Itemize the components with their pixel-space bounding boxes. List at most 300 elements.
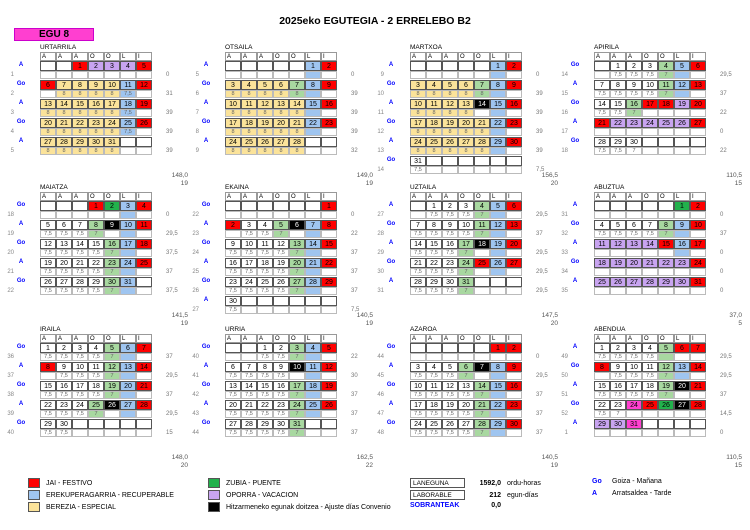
hours-cell: 7,5 — [56, 268, 72, 276]
week-sum: 29,5 — [720, 354, 732, 360]
day-cell: 18 — [594, 258, 610, 268]
hours-cell — [136, 230, 152, 238]
hours-cell: 7 — [458, 249, 474, 257]
hours-cell — [642, 410, 658, 418]
day-cell — [442, 343, 458, 353]
day-cell: 4 — [136, 201, 152, 211]
week-sum: 37 — [351, 250, 358, 256]
hours-cell — [136, 391, 152, 399]
day-cell: 27 — [273, 137, 289, 147]
day-cell: 31 — [458, 277, 474, 287]
weekday-label: A — [56, 334, 72, 343]
hours-cell — [273, 306, 289, 314]
day-cell: 30 — [626, 137, 642, 147]
day-cell: 11 — [120, 80, 136, 90]
hours-cell: 7 — [474, 391, 490, 399]
day-cell: 21 — [241, 400, 257, 410]
day-cell: 28 — [690, 400, 706, 410]
month-name: IRAILA — [40, 326, 61, 333]
hours-cell — [642, 429, 658, 437]
day-cell — [458, 61, 474, 71]
day-cell: 20 — [120, 381, 136, 391]
day-cell: 14 — [410, 239, 426, 249]
hours-cell — [674, 147, 690, 155]
hours-cell: 7,5 — [594, 391, 610, 399]
shift-tag: Go — [16, 344, 26, 350]
shift-tag: Go — [386, 259, 396, 265]
day-cell: 4 — [474, 201, 490, 211]
hours-cell: 7,5 — [257, 391, 273, 399]
hours-cell — [136, 410, 152, 418]
day-cell — [490, 156, 506, 166]
hours-cell — [104, 230, 120, 238]
legend-zub — [208, 478, 281, 488]
week-sum: 37 — [536, 392, 543, 398]
hours-cell — [490, 353, 506, 361]
shift-tag: Go — [16, 202, 26, 208]
weekday-header — [40, 192, 152, 201]
hours-cell: 7 — [289, 391, 305, 399]
weekday-label: A — [257, 334, 273, 343]
hours-cell: 8 — [241, 147, 257, 155]
shift-tag: A — [572, 278, 578, 284]
shift-tag: Go — [201, 202, 211, 208]
day-cell — [594, 201, 610, 211]
weekday-label: A — [72, 334, 88, 343]
weekday-label: A — [610, 334, 626, 343]
hours-cell — [458, 166, 474, 174]
day-cell: 28 — [289, 137, 305, 147]
hours-cell — [88, 211, 104, 219]
hours-cell — [321, 391, 337, 399]
day-cell: 18 — [136, 239, 152, 249]
week-number: 3 — [10, 110, 14, 116]
week-number: 35 — [561, 288, 568, 294]
month-total-days: 20 — [180, 462, 188, 469]
laneguna-unit: ordu-horas — [507, 479, 541, 487]
day-cell: 14 — [241, 381, 257, 391]
week-number: 14 — [377, 167, 384, 173]
hours-cell: 7,5 — [410, 391, 426, 399]
hours-cell: 8 — [225, 147, 241, 155]
hours-cell: 7,5 — [426, 230, 442, 238]
hours-cell: 7,5 — [56, 391, 72, 399]
hours-cell: 7,5 — [40, 391, 56, 399]
hours-cell — [506, 109, 522, 117]
hours-cell — [690, 353, 706, 361]
hours-cell: 7,5 — [225, 372, 241, 380]
week-number: 18 — [561, 148, 568, 154]
weekday-header — [410, 52, 522, 61]
hours-cell: 7,5 — [442, 287, 458, 295]
hours-cell — [410, 71, 426, 79]
day-cell: 16 — [442, 239, 458, 249]
month-total-days: 22 — [365, 462, 373, 469]
hours-cell: 8 — [104, 90, 120, 98]
week-number: 43 — [192, 411, 199, 417]
weekday-label: L — [305, 192, 321, 201]
month-total-hours: 110,5 — [726, 454, 742, 461]
hours-cell — [642, 249, 658, 257]
day-cell: 25 — [426, 419, 442, 429]
hours-cell: 7,5 — [56, 429, 72, 437]
day-cell: 22 — [594, 400, 610, 410]
hours-cell — [241, 353, 257, 361]
shift-tag: A — [572, 420, 578, 426]
hours-cell — [321, 230, 337, 238]
hours-cell: 7 — [658, 230, 674, 238]
day-cell: 21 — [642, 258, 658, 268]
day-cell: 18 — [88, 381, 104, 391]
hours-cell — [72, 71, 88, 79]
day-cell: 24 — [642, 118, 658, 128]
hours-cell: 8 — [72, 147, 88, 155]
day-cell — [136, 277, 152, 287]
week-number: 23 — [192, 231, 199, 237]
day-cell: 31 — [120, 277, 136, 287]
day-cell: 17 — [289, 381, 305, 391]
shift-tag: Go — [16, 420, 26, 426]
shift-tag: Go — [386, 420, 396, 426]
hours-cell — [442, 71, 458, 79]
hours-cell: 7,5 — [626, 230, 642, 238]
hours-cell: 7,5 — [72, 249, 88, 257]
day-cell — [120, 419, 136, 429]
day-cell — [225, 61, 241, 71]
weekday-label: A — [594, 192, 610, 201]
weekday-label: O — [104, 192, 120, 201]
week-number: 11 — [377, 110, 384, 116]
week-number: 45 — [377, 373, 384, 379]
hours-cell — [690, 429, 706, 437]
day-cell: 17 — [410, 118, 426, 128]
shift-tag: Go — [570, 100, 580, 106]
hours-cell — [120, 287, 136, 295]
week-number: 22 — [7, 288, 14, 294]
day-cell: 5 — [136, 61, 152, 71]
day-cell: 5 — [442, 362, 458, 372]
hours-cell: 7,5 — [72, 353, 88, 361]
day-cell: 4 — [426, 362, 442, 372]
hours-cell — [305, 249, 321, 257]
week-number: 16 — [561, 110, 568, 116]
hours-cell: 7,5 — [241, 429, 257, 437]
day-cell: 31 — [690, 277, 706, 287]
hours-cell — [426, 353, 442, 361]
week-number: 14 — [561, 72, 568, 78]
day-cell: 23 — [626, 118, 642, 128]
day-cell: 22 — [257, 400, 273, 410]
day-cell: 23 — [321, 118, 337, 128]
month-name: MAIATZA — [40, 184, 68, 191]
legend-a — [592, 490, 671, 497]
day-cell: 9 — [506, 362, 522, 372]
month-name: URTARRILA — [40, 44, 77, 51]
hours-cell — [658, 353, 674, 361]
weekday-label: O — [458, 334, 474, 343]
shift-tag: Go — [201, 81, 211, 87]
weekday-label: A — [442, 52, 458, 61]
day-cell — [56, 61, 72, 71]
hours-cell — [490, 372, 506, 380]
day-cell: 3 — [104, 61, 120, 71]
day-cell: 14 — [474, 99, 490, 109]
day-cell: 2 — [56, 343, 72, 353]
weekday-label: L — [674, 52, 690, 61]
day-cell: 3 — [626, 343, 642, 353]
day-cell: 13 — [273, 99, 289, 109]
day-cell: 18 — [257, 258, 273, 268]
hours-cell: 7,5 — [120, 90, 136, 98]
hours-cell: 7,5 — [626, 353, 642, 361]
hours-cell: 7,5 — [88, 268, 104, 276]
hours-cell: 8 — [426, 109, 442, 117]
hours-cell — [104, 71, 120, 79]
day-cell: 30 — [674, 277, 690, 287]
week-sum: 37 — [351, 269, 358, 275]
day-cell — [474, 343, 490, 353]
day-cell: 18 — [120, 99, 136, 109]
hours-cell: 7,5 — [241, 287, 257, 295]
week-sum: 0 — [166, 212, 170, 218]
shift-tag: Go — [570, 221, 580, 227]
hours-cell: 7,5 — [594, 147, 610, 155]
hours-cell — [506, 166, 522, 174]
shift-tag: Go — [386, 382, 396, 388]
hours-cell: 7,5 — [40, 353, 56, 361]
hours-cell — [305, 306, 321, 314]
week-sum: 37 — [351, 430, 358, 436]
hours-cell — [674, 391, 690, 399]
day-cell: 23 — [225, 277, 241, 287]
weekday-header — [40, 52, 152, 61]
week-number: 44 — [192, 430, 199, 436]
shift-tag: A — [203, 363, 209, 369]
day-cell: 14 — [642, 239, 658, 249]
day-cell: 1 — [88, 201, 104, 211]
day-cell: 29 — [257, 419, 273, 429]
shift-tag: Go — [16, 278, 26, 284]
day-cell: 6 — [40, 80, 56, 90]
shift-tag: A — [388, 62, 394, 68]
shift-tag: A — [18, 62, 24, 68]
hours-cell: 7,5 — [241, 391, 257, 399]
shift-tag: Go — [386, 221, 396, 227]
week-sum: 37 — [166, 354, 173, 360]
shift-tag: A — [388, 138, 394, 144]
hours-cell: 7,5 — [257, 287, 273, 295]
hours-cell: 7,5 — [426, 391, 442, 399]
day-cell: 6 — [289, 220, 305, 230]
week-number: 2 — [10, 91, 14, 97]
day-cell: 11 — [241, 99, 257, 109]
day-cell: 10 — [626, 362, 642, 372]
hours-cell: 7 — [104, 249, 120, 257]
day-cell: 2 — [88, 61, 104, 71]
week-sum: 0 — [536, 354, 540, 360]
week-sum: 37 — [720, 392, 727, 398]
hours-cell — [305, 287, 321, 295]
day-cell: 21 — [594, 118, 610, 128]
hours-cell: 8 — [474, 90, 490, 98]
legend-rec-label: EREKUPERAGARRIA - RECUPERABLE — [46, 491, 174, 499]
week-sum: 0 — [166, 72, 170, 78]
hours-cell: 7 — [610, 410, 626, 418]
weekday-label: O — [273, 192, 289, 201]
weekday-label: O — [289, 192, 305, 201]
hours-cell — [321, 109, 337, 117]
hours-cell: 8 — [72, 128, 88, 136]
shift-tag: A — [572, 81, 578, 87]
day-cell — [474, 156, 490, 166]
day-cell: 30 — [88, 137, 104, 147]
day-cell: 18 — [426, 118, 442, 128]
day-cell: 12 — [257, 99, 273, 109]
day-cell: 6 — [506, 201, 522, 211]
day-cell: 25 — [136, 258, 152, 268]
hours-cell: 7,5 — [257, 249, 273, 257]
day-cell: 11 — [305, 362, 321, 372]
legend-opo-label: OPORRA - VACACION — [226, 491, 299, 499]
day-cell: 25 — [241, 137, 257, 147]
day-cell: 26 — [136, 118, 152, 128]
laborable-unit: egun-días — [507, 491, 539, 499]
sobranteak-label: SOBRANTEAK — [410, 502, 460, 509]
day-cell: 16 — [88, 99, 104, 109]
hours-cell: 7,5 — [257, 230, 273, 238]
hours-cell: 7,5 — [610, 391, 626, 399]
hours-cell — [257, 306, 273, 314]
day-cell: 27 — [690, 118, 706, 128]
hours-cell: 7,5 — [410, 429, 426, 437]
day-cell: 6 — [225, 362, 241, 372]
hours-cell: 7,5 — [273, 372, 289, 380]
week-sum: 37 — [536, 231, 543, 237]
hours-cell: 7,5 — [88, 391, 104, 399]
hours-cell: 7,5 — [442, 249, 458, 257]
day-cell: 11 — [474, 220, 490, 230]
day-cell — [442, 61, 458, 71]
rec-swatch — [28, 490, 40, 500]
hours-cell — [690, 268, 706, 276]
hours-cell — [642, 109, 658, 117]
hours-cell: 7,5 — [273, 429, 289, 437]
day-cell: 24 — [410, 137, 426, 147]
day-cell: 28 — [56, 137, 72, 147]
week-sum: 0 — [720, 250, 724, 256]
hours-cell: 8 — [241, 128, 257, 136]
day-cell: 7 — [474, 362, 490, 372]
day-cell: 24 — [626, 400, 642, 410]
day-cell: 22 — [490, 400, 506, 410]
day-cell: 18 — [426, 400, 442, 410]
day-cell: 27 — [458, 419, 474, 429]
day-cell — [305, 419, 321, 429]
hours-cell — [674, 90, 690, 98]
day-cell — [410, 201, 426, 211]
day-cell: 1 — [610, 61, 626, 71]
day-cell: 28 — [594, 137, 610, 147]
hours-cell — [610, 211, 626, 219]
day-cell: 11 — [426, 99, 442, 109]
day-cell: 11 — [594, 239, 610, 249]
hours-cell: 7,5 — [426, 268, 442, 276]
day-cell: 13 — [40, 99, 56, 109]
day-cell: 22 — [72, 118, 88, 128]
day-cell: 19 — [40, 258, 56, 268]
day-cell: 13 — [458, 99, 474, 109]
weekday-label: L — [120, 192, 136, 201]
day-cell: 25 — [642, 400, 658, 410]
week-sum: 39 — [166, 110, 173, 116]
hours-cell — [674, 268, 690, 276]
day-cell: 21 — [474, 400, 490, 410]
day-cell — [674, 419, 690, 429]
hours-cell: 7 — [104, 353, 120, 361]
week-number: 21 — [7, 269, 14, 275]
legend-rec — [28, 490, 174, 500]
day-cell: 5 — [40, 220, 56, 230]
hours-cell — [305, 128, 321, 136]
month-total-hours: 149,0 — [356, 172, 373, 179]
weekday-label: A — [241, 52, 257, 61]
day-cell: 1 — [257, 343, 273, 353]
hours-cell: 7 — [104, 372, 120, 380]
hours-cell: 8 — [474, 147, 490, 155]
day-cell — [442, 156, 458, 166]
weekday-label: A — [72, 192, 88, 201]
day-cell — [410, 343, 426, 353]
day-cell: 2 — [225, 220, 241, 230]
day-cell: 17 — [690, 239, 706, 249]
hours-cell — [289, 71, 305, 79]
month-total-days: 20 — [550, 180, 558, 187]
weekday-label: L — [490, 52, 506, 61]
day-cell: 12 — [273, 239, 289, 249]
hours-cell: 7,5 — [72, 410, 88, 418]
day-cell: 19 — [321, 381, 337, 391]
hours-cell: 8 — [56, 147, 72, 155]
month-total-days: 5 — [738, 320, 742, 327]
day-cell: 28 — [241, 419, 257, 429]
hours-cell: 7,5 — [410, 287, 426, 295]
weekday-label: I — [506, 192, 522, 201]
laborable-value: 212 — [489, 491, 501, 499]
day-cell: 20 — [458, 400, 474, 410]
day-cell: 25 — [594, 277, 610, 287]
hours-cell: 7,5 — [241, 249, 257, 257]
day-cell — [610, 201, 626, 211]
day-cell: 15 — [658, 239, 674, 249]
hours-cell — [690, 230, 706, 238]
week-sum: 39 — [536, 129, 543, 135]
hours-cell — [225, 353, 241, 361]
hours-cell: 7,5 — [458, 211, 474, 219]
shift-tag: Go — [386, 157, 396, 163]
weekday-label: O — [289, 334, 305, 343]
day-cell: 10 — [690, 220, 706, 230]
day-cell: 1 — [40, 343, 56, 353]
day-cell — [658, 201, 674, 211]
day-cell: 6 — [674, 343, 690, 353]
hours-cell — [506, 353, 522, 361]
week-number: 28 — [377, 231, 384, 237]
hours-cell: 7,5 — [40, 249, 56, 257]
hours-cell: 7 — [626, 109, 642, 117]
day-cell — [88, 419, 104, 429]
weekday-header — [410, 192, 522, 201]
hours-cell — [658, 410, 674, 418]
